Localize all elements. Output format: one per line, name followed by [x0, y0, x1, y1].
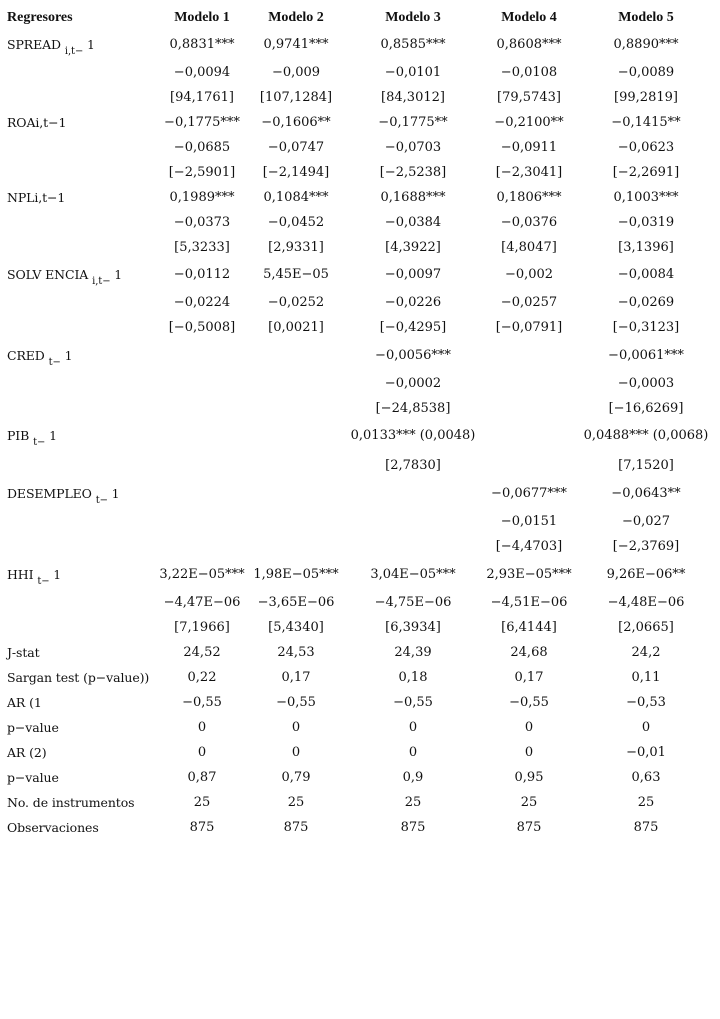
cell-model-4: −0,0151	[500, 514, 558, 529]
table-row	[0, 769, 720, 794]
cell-model-5: [−0,3123]	[612, 320, 680, 335]
cell-model-2: 0,9741***	[263, 37, 329, 52]
cell-model-5: 0	[641, 720, 651, 735]
table-row	[0, 794, 720, 819]
row-label-text: J-stat	[7, 645, 40, 660]
row-label-subscript: t−	[33, 437, 46, 448]
cell-model-2: −0,55	[276, 695, 316, 710]
cell-model-2: 1,98E−05***	[253, 567, 339, 582]
cell-model-5: 875	[633, 820, 659, 835]
table-row	[0, 347, 720, 372]
cell-model-4: 0,8608***	[496, 37, 562, 52]
table-row	[0, 164, 720, 189]
row-label	[7, 36, 95, 61]
row-label-text: NPLi,t−1	[7, 190, 66, 205]
table-row	[0, 89, 720, 114]
cell-model-2: [−2,1494]	[262, 165, 330, 180]
row-label-text: PIB	[7, 428, 30, 443]
cell-model-2: [107,1284]	[259, 90, 333, 105]
cell-model-3: [−2,5238]	[379, 165, 447, 180]
cell-model-1: [−0,5008]	[168, 320, 236, 335]
cell-model-4: −0,0376	[500, 215, 558, 230]
cell-model-4: 0,17	[514, 670, 544, 685]
cell-model-2: 0,17	[281, 670, 311, 685]
cell-model-1: [7,1966]	[174, 620, 230, 635]
cell-model-5: −0,53	[626, 695, 666, 710]
cell-model-5: −4,48E−06	[607, 595, 685, 610]
cell-model-4: −0,55	[509, 695, 549, 710]
cell-model-3: −0,0703	[384, 140, 442, 155]
row-label-subscript: t−	[95, 495, 108, 506]
table-row	[0, 214, 720, 239]
cell-model-3: [4,3922]	[385, 240, 441, 255]
table-row	[0, 36, 720, 61]
table-row	[0, 139, 720, 164]
cell-model-2: −0,0747	[267, 140, 325, 155]
cell-model-3: 0,8585***	[380, 37, 446, 52]
cell-model-3: [2,7830]	[385, 458, 441, 473]
cell-model-3: −4,75E−06	[374, 595, 452, 610]
cell-model-5: [−2,2691]	[612, 165, 680, 180]
cell-model-5: −0,0084	[617, 267, 675, 282]
table-row	[0, 375, 720, 400]
row-label-lag: 1	[53, 568, 61, 582]
table-row	[0, 485, 720, 510]
row-label	[7, 566, 61, 591]
cell-model-5: −0,0623	[617, 140, 675, 155]
row-label	[7, 719, 59, 737]
cell-model-3: −0,0101	[384, 65, 442, 80]
row-label-text: DESEMPLEO	[7, 486, 92, 501]
table-row	[0, 457, 720, 482]
cell-model-5: −0,0061***	[608, 348, 684, 363]
cell-model-1: [−2,5901]	[168, 165, 236, 180]
row-label	[7, 644, 40, 662]
row-label-text: AR (1	[7, 695, 42, 710]
header-model-2: Modelo 2	[268, 10, 324, 25]
cell-model-3: −0,0002	[384, 376, 442, 391]
cell-model-4: −0,0108	[500, 65, 558, 80]
row-label	[7, 769, 59, 787]
cell-model-2: 0	[291, 720, 301, 735]
cell-model-1: −0,0112	[173, 267, 231, 282]
row-label-lag: 1	[111, 487, 120, 501]
cell-model-4: −0,2100**	[494, 115, 564, 130]
cell-model-1: 0,87	[187, 770, 217, 785]
cell-model-2: 0,1084***	[263, 190, 329, 205]
cell-model-2: 0,79	[281, 770, 311, 785]
cell-model-1: −0,0224	[173, 295, 231, 310]
cell-model-4: −4,51E−06	[490, 595, 568, 610]
cell-model-4: [4,8047]	[501, 240, 557, 255]
table-row	[0, 644, 720, 669]
cell-model-2: −0,009	[271, 65, 321, 80]
cell-model-4: [−4,4703]	[495, 539, 563, 554]
table-row	[0, 400, 720, 425]
cell-model-4: 24,68	[510, 645, 548, 660]
cell-model-3: −0,55	[393, 695, 433, 710]
table-row	[0, 513, 720, 538]
row-label-text: p−value	[7, 770, 59, 785]
cell-model-5: [−2,3769]	[612, 539, 680, 554]
cell-model-2: −0,0252	[267, 295, 325, 310]
table-row	[0, 538, 720, 563]
row-label	[7, 427, 57, 452]
row-label-text: Observaciones	[7, 820, 99, 835]
cell-model-4: −0,002	[504, 267, 554, 282]
row-label	[7, 794, 134, 812]
row-label-text: AR (2)	[7, 745, 47, 760]
cell-model-2: 875	[283, 820, 309, 835]
cell-model-5: 24,2	[631, 645, 661, 660]
cell-model-3: 0,1688***	[380, 190, 446, 205]
table-row	[0, 819, 720, 844]
cell-model-1: 24,52	[183, 645, 221, 660]
row-label	[7, 744, 47, 762]
cell-model-5: 0,8890***	[613, 37, 679, 52]
header-model-1: Modelo 1	[174, 10, 230, 25]
cell-model-2: −0,1606**	[261, 115, 331, 130]
cell-model-2: 24,53	[277, 645, 315, 660]
row-label	[7, 669, 149, 687]
table-row	[0, 319, 720, 344]
cell-model-3: 3,04E−05***	[370, 567, 456, 582]
cell-model-5: −0,0089	[617, 65, 675, 80]
cell-model-5: 0,63	[631, 770, 661, 785]
cell-model-5: −0,0003	[617, 376, 675, 391]
row-label	[7, 347, 72, 372]
cell-model-3: 0,0133*** (0,0048)	[350, 428, 476, 443]
header-label: Regresores	[7, 10, 73, 25]
cell-model-3: −0,1775**	[378, 115, 448, 130]
row-label	[7, 819, 99, 837]
row-label-text: p−value	[7, 720, 59, 735]
table-row	[0, 719, 720, 744]
row-label-text: Sargan test (p−value))	[7, 670, 150, 685]
cell-model-4: 25	[520, 795, 538, 810]
cell-model-1: −4,47E−06	[163, 595, 241, 610]
row-label-text: No. de instrumentos	[7, 795, 135, 810]
cell-model-4: 0,1806***	[496, 190, 562, 205]
cell-model-2: 5,45E−05	[263, 267, 329, 282]
row-label-subscript: t−	[48, 357, 61, 368]
cell-model-3: −0,0226	[384, 295, 442, 310]
cell-model-5: [−16,6269]	[608, 401, 684, 416]
cell-model-5: −0,0643**	[611, 486, 681, 501]
cell-model-3: −0,0097	[384, 267, 442, 282]
cell-model-4: 2,93E−05***	[486, 567, 572, 582]
table-row	[0, 239, 720, 264]
cell-model-5: [7,1520]	[618, 458, 674, 473]
cell-model-5: −0,0269	[617, 295, 675, 310]
cell-model-4: [−0,0791]	[495, 320, 563, 335]
row-label-lag: 1	[87, 38, 95, 52]
cell-model-3: 25	[404, 795, 422, 810]
cell-model-4: [79,5743]	[497, 90, 561, 105]
cell-model-4: −0,0677***	[491, 486, 567, 501]
cell-model-3: [−0,4295]	[379, 320, 447, 335]
row-label	[7, 114, 66, 132]
row-label-lag: 1	[114, 268, 122, 282]
row-label-lag: 1	[64, 349, 73, 363]
cell-model-1: 875	[189, 820, 215, 835]
table-row	[0, 566, 720, 591]
cell-model-3: [6,3934]	[385, 620, 441, 635]
table-row	[0, 189, 720, 214]
cell-model-4: −0,0257	[500, 295, 558, 310]
cell-model-1: [94,1761]	[170, 90, 234, 105]
cell-model-5: 25	[637, 795, 655, 810]
cell-model-5: 0,0488*** (0,0068)	[583, 428, 709, 443]
table-row	[0, 669, 720, 694]
cell-model-1: −0,1775***	[164, 115, 240, 130]
cell-model-3: 875	[400, 820, 426, 835]
header-model-3: Modelo 3	[385, 10, 441, 25]
cell-model-3: −0,0384	[384, 215, 442, 230]
row-label-subscript: i,t−	[64, 46, 84, 57]
cell-model-3: 0	[408, 745, 418, 760]
cell-model-3: 24,39	[394, 645, 432, 660]
cell-model-2: [5,4340]	[268, 620, 324, 635]
row-label	[7, 266, 122, 291]
cell-model-5: 9,26E−06**	[606, 567, 686, 582]
row-label-lag: 1	[49, 429, 57, 443]
cell-model-2: [0,0021]	[268, 320, 324, 335]
table-row	[0, 114, 720, 139]
cell-model-2: 25	[287, 795, 305, 810]
cell-model-1: 0	[197, 720, 207, 735]
cell-model-1: 3,22E−05***	[159, 567, 245, 582]
table-row	[0, 744, 720, 769]
cell-model-5: [3,1396]	[618, 240, 674, 255]
cell-model-3: 0,18	[398, 670, 428, 685]
row-label-text: CRED	[7, 348, 45, 363]
cell-model-5: −0,01	[626, 745, 666, 760]
cell-model-4: 0	[524, 745, 534, 760]
cell-model-1: −0,0094	[173, 65, 231, 80]
cell-model-3: 0	[408, 720, 418, 735]
cell-model-3: [84,3012]	[381, 90, 445, 105]
cell-model-1: [5,3233]	[174, 240, 230, 255]
cell-model-5: −0,0319	[617, 215, 675, 230]
table-row	[0, 694, 720, 719]
table-row	[0, 64, 720, 89]
cell-model-3: [−24,8538]	[375, 401, 451, 416]
cell-model-5: −0,1415**	[611, 115, 681, 130]
row-label-text: SOLV ENCIA	[7, 267, 89, 282]
cell-model-3: −0,0056***	[375, 348, 451, 363]
table-row	[0, 266, 720, 291]
cell-model-2: 0	[291, 745, 301, 760]
table-header-row	[0, 9, 720, 34]
row-label-text: HHI	[7, 567, 34, 582]
cell-model-4: 875	[516, 820, 542, 835]
cell-model-4: 0	[524, 720, 534, 735]
row-label-subscript: i,t−	[92, 276, 111, 287]
cell-model-1: −0,55	[182, 695, 222, 710]
cell-model-5: 0,11	[631, 670, 661, 685]
row-label	[7, 189, 65, 207]
row-label-text: SPREAD	[7, 37, 61, 52]
cell-model-2: −0,0452	[267, 215, 325, 230]
cell-model-5: 0,1003***	[613, 190, 679, 205]
cell-model-5: [99,2819]	[614, 90, 678, 105]
cell-model-1: −0,0685	[173, 140, 231, 155]
cell-model-5: [2,0665]	[618, 620, 674, 635]
cell-model-2: [2,9331]	[268, 240, 324, 255]
cell-model-1: 25	[193, 795, 211, 810]
cell-model-4: [−2,3041]	[495, 165, 563, 180]
cell-model-1: 0,1989***	[169, 190, 235, 205]
table-row	[0, 619, 720, 644]
cell-model-4: [6,4144]	[501, 620, 557, 635]
row-label	[7, 485, 119, 510]
row-label	[7, 694, 42, 712]
header-model-4: Modelo 4	[501, 10, 557, 25]
cell-model-1: 0	[197, 745, 207, 760]
cell-model-1: 0,8831***	[169, 37, 235, 52]
cell-model-1: 0,22	[187, 670, 217, 685]
row-label-text: ROAi,t−1	[7, 115, 67, 130]
cell-model-4: 0,95	[514, 770, 544, 785]
cell-model-3: 0,9	[402, 770, 424, 785]
cell-model-4: −0,0911	[500, 140, 558, 155]
cell-model-5: −0,027	[621, 514, 671, 529]
table-row	[0, 294, 720, 319]
table-row	[0, 427, 720, 452]
row-label-subscript: t−	[37, 576, 50, 587]
header-model-5: Modelo 5	[618, 10, 674, 25]
table-row	[0, 594, 720, 619]
cell-model-1: −0,0373	[173, 215, 231, 230]
cell-model-2: −3,65E−06	[257, 595, 335, 610]
